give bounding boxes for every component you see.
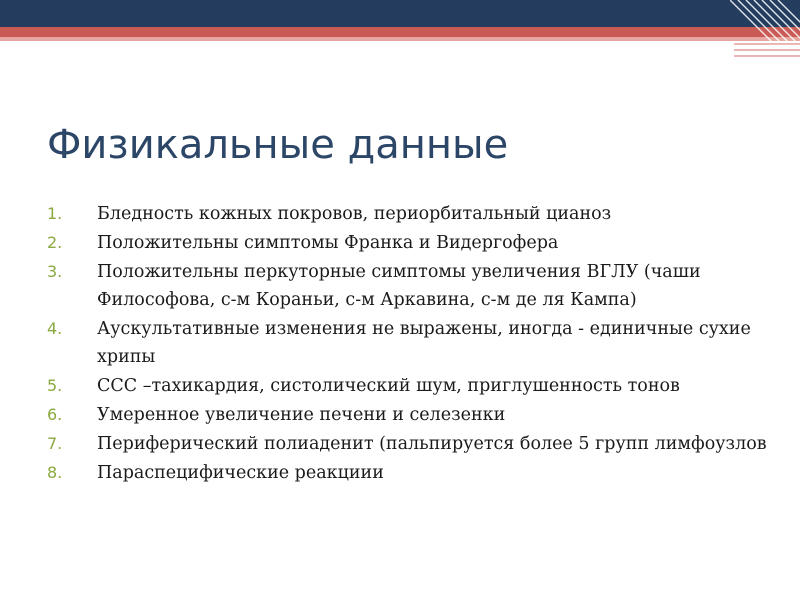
list-text: Периферический полиаденит (пальпируется более 5 групп лимфоузлов: [97, 434, 767, 454]
list-number: 5.: [47, 376, 63, 395]
list-text: Положительны симптомы Франка и Видергофера: [97, 233, 559, 253]
list-text: Бледность кожных покровов, периорбитальный цианоз: [97, 204, 612, 224]
list-text: Параспецифические реакциии: [97, 463, 384, 483]
symptom-list: [47, 200, 787, 488]
header-band-red: [0, 27, 800, 37]
list-item: [47, 459, 787, 487]
list-item: [47, 315, 787, 371]
list-item: [47, 430, 787, 458]
list-item: [47, 372, 787, 400]
list-number: 8.: [47, 463, 63, 482]
list-text: Умеренное увеличение печени и селезенки: [97, 405, 506, 425]
list-number: 2.: [47, 233, 63, 252]
list-number: 6.: [47, 405, 63, 424]
list-text: Положительны перкуторные симптомы увеличения ВГЛУ (чаши Философова, с-м Кораньи, с-м Аркавина, с-м де ля Кампа): [97, 262, 701, 310]
list-number: 4.: [47, 319, 63, 338]
list-item: [47, 258, 787, 314]
list-number: 3.: [47, 262, 63, 281]
corner-stripes-decoration: [730, 0, 800, 60]
header-band-navy: [0, 0, 800, 27]
list-text: Аускультативные изменения не выражены, иногда - единичные сухие хрипы: [97, 319, 751, 367]
list-item: [47, 229, 787, 257]
list-item: [47, 200, 787, 228]
slide-title: Физикальные данные: [47, 122, 509, 168]
list-text: ССС –тахикардия, систолический шум, приглушенность тонов: [97, 376, 680, 396]
list-item: [47, 401, 787, 429]
list-number: 7.: [47, 434, 63, 453]
list-number: 1.: [47, 204, 63, 223]
header-band-pink: [0, 37, 800, 41]
